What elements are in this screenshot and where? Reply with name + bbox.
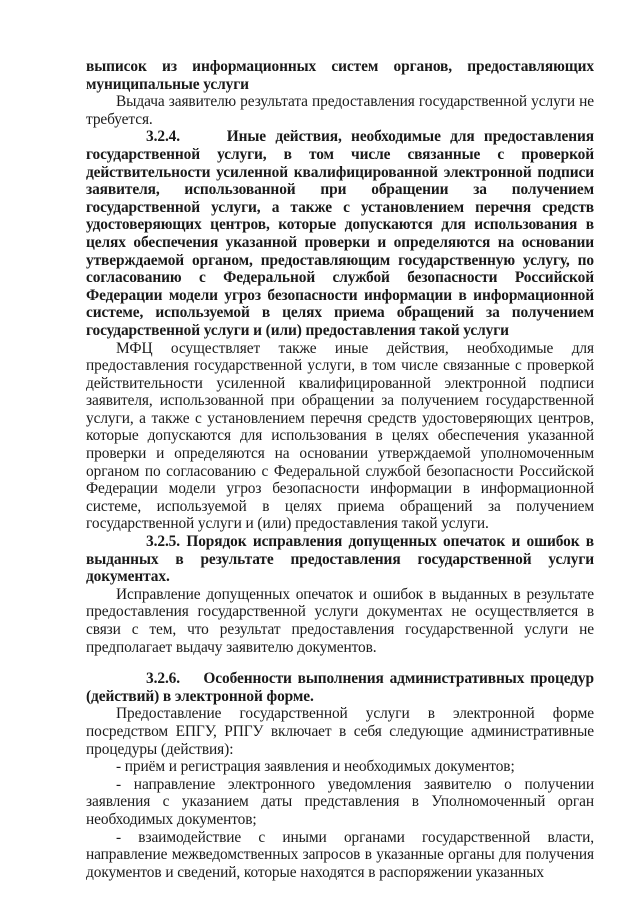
section-title: Особенности выполнения административных процедур (действий) в электронной форме. <box>86 670 594 705</box>
section-3-2-5-heading <box>86 533 594 586</box>
paragraph-result-issue: Выдача заявителю результата предоставления государственной услуги не требуется. <box>86 93 594 128</box>
list-item: - приём и регистрация заявления и необходимых документов; <box>116 758 515 776</box>
section-3-2-5-body: Исправление допущенных опечаток и ошибок в выданных в результате предоставления государственной услуги документах не осуществляется в связи с тем, что результат предоставления государственной услуги не предполагает выдачу заявителю документов. <box>86 585 594 656</box>
document-page <box>86 58 594 881</box>
section-3-2-6-body: Предоставление государственной услуги в электронной форме посредством ЕПГУ, РПГУ включает в себя следующие административные процедуры (действия): <box>86 705 594 758</box>
section-3-2-4-body: МФЦ осуществляет также иные действия, необходимые для предоставления государственной услуги, в том числе связанные с проверкой действительности усиленной квалифицированной электронной подписи заявителя, использованной при обращении за получением государственной услуги, а также с установлением перечня средств удостоверяющих центров, которые допускаются для использования в целях обеспечения указанной проверки и определяются на основании утверждаемой уполномоченным органом по согласованию с Федеральной службой безопасности Российской Федерации модели угроз безопасности информации в информационной системе, используемой в целях приема обращений за получением государственной услуги и (или) предоставления такой услуги. <box>86 339 594 533</box>
section-3-2-4-heading <box>86 128 594 339</box>
section-title: Иные действия, необходимые для предоставления государственной услуги, в том числе связанные с проверкой действительности усиленной квалифицированной электронной подписи заявителя, использованной при обращении за получением государственной услуги, а также с установлением перечня средств удостоверяющих центров, которые допускаются для использования в целях обеспечения указанной проверки и определяются на основании утверждаемой органом, предоставляющим государственную услугу, по согласованию с Федеральной службой безопасности Российской Федерации модели угроз безопасности информации в информационной системе, используемой в целях приема обращений за получением государственной услуги и (или) предоставления такой услуги <box>86 128 594 339</box>
list-item: - взаимодействие с иными органами государственной власти, направление межведомственных запросов в указанные органы для получения документов и сведений, которые находятся в распоряжении указанных <box>86 828 594 881</box>
section-number: 3.2.5. <box>146 533 181 551</box>
section-number: 3.2.4. <box>146 128 181 146</box>
section-title: Порядок исправления допущенных опечаток и ошибок в выданных в результате предоставления государственной услуги документах. <box>86 533 595 586</box>
list-item: - направление электронного уведомления заявителю о получении заявления с указанием даты представления в Уполномоченный орган необходимых документов; <box>86 775 594 828</box>
section-number: 3.2.6. <box>146 670 181 688</box>
continued-heading: выписок из информационных систем органов, предоставляющих муниципальные услуги <box>86 58 594 93</box>
section-3-2-6-heading <box>86 670 594 705</box>
